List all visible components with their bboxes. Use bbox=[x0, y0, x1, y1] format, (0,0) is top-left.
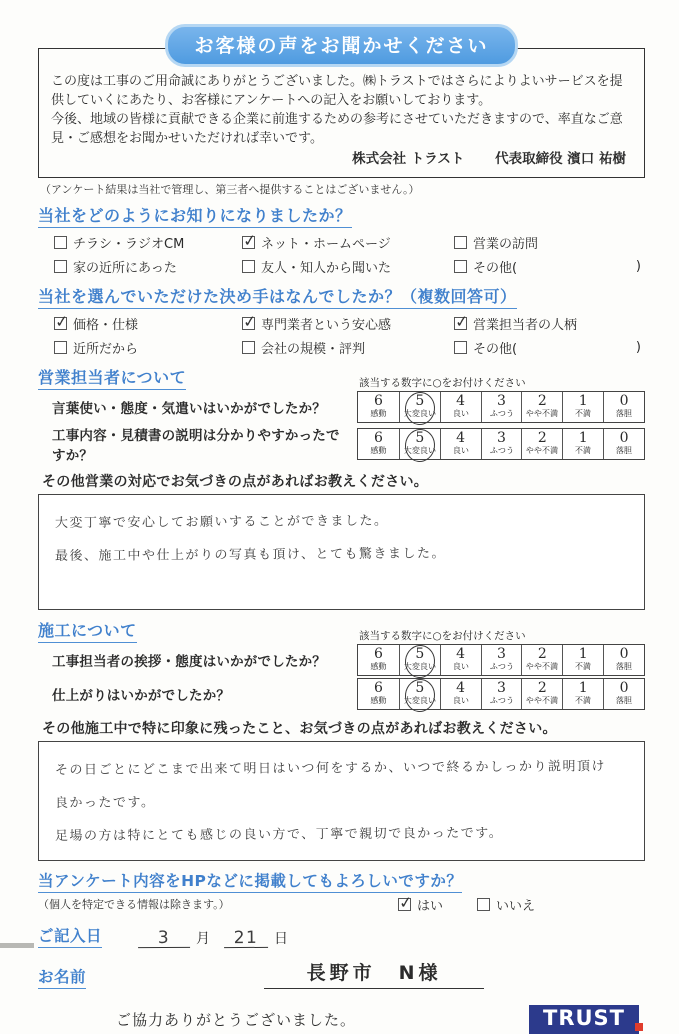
construction-comment-box bbox=[38, 741, 645, 861]
checkbox-icon bbox=[477, 898, 490, 911]
rating-cell-3 bbox=[481, 429, 522, 459]
checkbox-icon bbox=[54, 317, 67, 330]
rating-number: 6 bbox=[373, 392, 383, 409]
section-decision bbox=[38, 284, 645, 357]
rating-number: 5 bbox=[415, 392, 425, 409]
rating-label: やや不満 bbox=[526, 696, 559, 706]
rating-number: 3 bbox=[497, 429, 506, 446]
rating-label: 大変良い bbox=[403, 409, 436, 419]
rating-number: 6 bbox=[373, 429, 383, 446]
rating-label: 感動 bbox=[370, 662, 387, 672]
rating-label: 良い bbox=[452, 662, 469, 672]
decision-options bbox=[54, 314, 645, 357]
checkbox-icon bbox=[242, 341, 255, 354]
option-nearby bbox=[54, 338, 242, 357]
rating-cell-3 bbox=[481, 679, 522, 709]
rating-cell-1 bbox=[562, 392, 603, 422]
rating-label: 感動 bbox=[370, 696, 387, 706]
option-price-spec bbox=[54, 314, 242, 333]
option-other-close-paren: ) bbox=[635, 258, 641, 274]
rating-number: 1 bbox=[578, 392, 588, 409]
rating-cell-4 bbox=[440, 679, 481, 709]
rating-label: 落胆 bbox=[615, 662, 633, 672]
rating-label: 大変良い bbox=[403, 662, 436, 672]
name-label: お名前 bbox=[38, 965, 86, 989]
option-label: 営業の訪問 bbox=[473, 236, 539, 252]
sales-question-2: 工事内容・見積書の説明は分かりやすかったですか？ bbox=[52, 427, 340, 464]
option-label: 会社の規模・評判 bbox=[261, 341, 366, 357]
rating-number: 3 bbox=[497, 679, 506, 696]
intro-box bbox=[38, 48, 645, 178]
rating-number: 5 bbox=[415, 429, 425, 446]
rating-cell-5 bbox=[399, 645, 440, 675]
rating-label: 感動 bbox=[370, 446, 387, 456]
rating-label: 不満 bbox=[575, 662, 592, 672]
option-other bbox=[454, 257, 645, 276]
rating-table-sales-1 bbox=[357, 391, 645, 423]
option-label: その他( bbox=[473, 341, 518, 357]
rating-number: 3 bbox=[497, 645, 506, 662]
option-no bbox=[477, 895, 535, 914]
option-label: 家の近所にあった bbox=[73, 260, 177, 276]
rating-table-construction-1 bbox=[357, 644, 645, 676]
rating-cell-4 bbox=[440, 392, 481, 422]
option-label: チラシ・ラジオCM bbox=[73, 236, 185, 252]
rating-number: 4 bbox=[456, 679, 466, 696]
decision-heading: 当社を選んでいただけた決め手はなんでしたか？（複数回答可） bbox=[38, 284, 517, 309]
option-label: はい bbox=[416, 898, 443, 914]
rating-cell-0 bbox=[603, 645, 644, 675]
signer-name: 代表取締役 濱口 祐樹 bbox=[495, 151, 626, 168]
sales-comment-prompt: その他営業の対応でお気づきの点があればお教えください。 bbox=[42, 473, 429, 490]
rating-label: 良い bbox=[452, 446, 469, 456]
rating-number: 0 bbox=[619, 392, 629, 409]
checkbox-icon bbox=[242, 260, 255, 273]
section-sales-staff bbox=[38, 365, 645, 464]
how-found-heading: 当社をどのようにお知りになりましたか？ bbox=[38, 203, 352, 228]
option-label: ネット・ホームページ bbox=[261, 236, 391, 252]
rating-label: ふつう bbox=[489, 662, 514, 672]
rating-cell-0 bbox=[603, 392, 644, 422]
rating-cell-6 bbox=[358, 679, 399, 709]
handwritten-comment-line: 最後、施工中や仕上がりの写真も頂け、とても驚きました。 bbox=[54, 546, 447, 564]
checkbox-icon bbox=[454, 260, 467, 273]
checkbox-icon bbox=[54, 236, 67, 249]
intro-paragraph-2: 今後、地域の皆様に貢献できる企業に前進するための参考にさせていただきますので、率直なご意見・ご感想をお聞かせいただければ幸いです。 bbox=[51, 111, 623, 146]
rating-cell-6 bbox=[358, 392, 399, 422]
rating-number: 2 bbox=[537, 645, 547, 662]
construction-comment-prompt: その他施工中で特に印象に残ったこと、お気づきの点があればお教えください。 bbox=[42, 720, 557, 737]
checkbox-icon bbox=[398, 898, 411, 911]
rating-label: 良い bbox=[452, 409, 469, 419]
rating-number: 4 bbox=[456, 429, 466, 446]
checkbox-icon bbox=[54, 341, 67, 354]
option-label: 専門業者という安心感 bbox=[261, 317, 392, 333]
rating-cell-6 bbox=[358, 429, 399, 459]
option-flyer-radio bbox=[54, 233, 242, 252]
option-label: 価格・仕様 bbox=[73, 317, 139, 333]
rating-number: 0 bbox=[619, 429, 629, 446]
handwritten-comment-line: その日ごとにどこまで出来て明日はいつ何をするか、いつで終るかしっかり説明頂け bbox=[54, 759, 607, 778]
sales-question-1: 言葉使い・態度・気遣いはいかがでしたか？ bbox=[52, 400, 326, 417]
option-sales-visit bbox=[454, 233, 645, 252]
rating-cell-3 bbox=[481, 645, 522, 675]
rating-cell-2 bbox=[521, 645, 562, 675]
rating-cell-2 bbox=[521, 429, 562, 459]
month-unit: 月 bbox=[196, 930, 211, 947]
rating-label: やや不満 bbox=[526, 446, 559, 456]
option-other-close-paren: ) bbox=[635, 339, 641, 355]
thanks-message: ご協力ありがとうございました。 bbox=[116, 1010, 357, 1029]
option-internet-homepage bbox=[242, 233, 454, 252]
option-label: いいえ bbox=[495, 898, 535, 914]
company-name: 株式会社 トラスト bbox=[352, 151, 465, 168]
rating-table-construction-2 bbox=[357, 678, 645, 710]
rating-cell-4 bbox=[440, 429, 481, 459]
rating-number: 3 bbox=[497, 392, 506, 409]
intro-paragraph-1: この度は工事のご用命誠にありがとうございました。㈱トラストではさらによりよいサービスを提供していくにあたり、お客様にアンケートへの記入をお願いしております。 bbox=[51, 74, 623, 108]
date-label: ご記入日 bbox=[38, 924, 102, 948]
rating-number: 5 bbox=[415, 645, 425, 662]
option-friend bbox=[242, 257, 454, 276]
publish-options bbox=[398, 895, 535, 914]
rating-cell-3 bbox=[481, 392, 522, 422]
trust-logo-text: TRUST bbox=[543, 1005, 625, 1030]
option-label: 近所だから bbox=[73, 341, 139, 357]
rating-number: 2 bbox=[537, 679, 547, 696]
rating-label: ふつう bbox=[489, 696, 514, 706]
rating-cell-5 bbox=[399, 392, 440, 422]
publish-heading: 当アンケート内容をHPなどに掲載してもよろしいですか？ bbox=[38, 869, 462, 893]
rating-label: 大変良い bbox=[403, 446, 436, 456]
checkbox-icon bbox=[454, 236, 467, 249]
checkbox-icon bbox=[54, 260, 67, 273]
rating-label: 落胆 bbox=[615, 446, 633, 456]
option-label: 友人・知人から聞いた bbox=[261, 260, 392, 276]
rating-label: 大変良い bbox=[403, 696, 436, 706]
header-badge: お客様の声をお聞かせください bbox=[165, 24, 517, 67]
rating-cell-2 bbox=[521, 679, 562, 709]
rating-label: 落胆 bbox=[615, 696, 633, 706]
sales-heading-cell bbox=[38, 365, 353, 390]
option-company-reputation bbox=[242, 338, 454, 357]
rating-label: 不満 bbox=[575, 446, 592, 456]
checkbox-icon bbox=[454, 317, 467, 330]
section-how-found bbox=[38, 203, 645, 276]
option-label: 営業担当者の人柄 bbox=[473, 317, 578, 333]
rating-label: やや不満 bbox=[526, 662, 559, 672]
rating-label: ふつう bbox=[489, 446, 514, 456]
rating-label: 不満 bbox=[575, 409, 592, 419]
rating-cell-2 bbox=[521, 392, 562, 422]
day-unit: 日 bbox=[274, 930, 289, 947]
rating-number: 0 bbox=[619, 679, 629, 696]
rating-number: 4 bbox=[456, 645, 466, 662]
option-near-home bbox=[54, 257, 242, 276]
privacy-note: （アンケート結果は当社で管理し、第三者へ提供することはございません。） bbox=[40, 182, 420, 196]
trust-logo bbox=[529, 1005, 639, 1034]
rating-cell-5 bbox=[399, 679, 440, 709]
sales-comment-box bbox=[38, 494, 645, 610]
handwritten-comment-line: 良かったです。 bbox=[54, 795, 156, 811]
rating-label: 良い bbox=[452, 696, 469, 706]
scan-artifact bbox=[0, 943, 34, 948]
option-specialist-trust bbox=[242, 314, 454, 333]
rating-cell-4 bbox=[440, 645, 481, 675]
rating-number: 2 bbox=[537, 392, 547, 409]
publish-row bbox=[38, 895, 645, 914]
publish-note: （個人を特定できる情報は除きます。） bbox=[38, 898, 230, 912]
name-row bbox=[38, 958, 645, 989]
rating-cell-0 bbox=[603, 679, 644, 709]
rating-label: やや不満 bbox=[526, 409, 559, 419]
construction-heading-cell bbox=[38, 618, 353, 643]
header bbox=[38, 24, 645, 67]
rating-label: 感動 bbox=[370, 409, 387, 419]
option-yes bbox=[398, 895, 443, 914]
rating-cell-1 bbox=[562, 679, 603, 709]
rating-number: 1 bbox=[578, 645, 588, 662]
option-sales-personality bbox=[454, 314, 645, 333]
rating-table-sales-2 bbox=[357, 428, 645, 460]
rating-cell-1 bbox=[562, 645, 603, 675]
checkbox-icon bbox=[454, 341, 467, 354]
date-day-value: 21 bbox=[224, 929, 268, 948]
construction-question-2: 仕上がりはいかがでしたか？ bbox=[52, 687, 231, 704]
rating-number: 5 bbox=[415, 679, 425, 696]
how-found-options bbox=[54, 233, 645, 276]
handwritten-comment-line: 大変丁寧で安心してお願いすることができました。 bbox=[54, 513, 389, 531]
rating-number: 0 bbox=[619, 645, 629, 662]
footer-row bbox=[38, 1005, 645, 1034]
rating-cell-1 bbox=[562, 429, 603, 459]
logo-red-square-icon bbox=[635, 1023, 643, 1031]
checkbox-icon bbox=[242, 236, 255, 249]
construction-heading: 施工について bbox=[38, 618, 137, 643]
signature-line bbox=[51, 150, 632, 170]
sales-heading: 営業担当者について bbox=[38, 365, 186, 390]
rating-number: 6 bbox=[373, 679, 383, 696]
rating-number: 4 bbox=[456, 392, 466, 409]
rating-number: 1 bbox=[578, 679, 588, 696]
rating-number: 1 bbox=[578, 429, 588, 446]
rating-number: 2 bbox=[537, 429, 547, 446]
construction-question-1: 工事担当者の挨拶・態度はいかがでしたか？ bbox=[52, 653, 326, 670]
rating-cell-0 bbox=[603, 429, 644, 459]
rating-caption: 該当する数字に○をお付けください bbox=[359, 629, 526, 642]
rating-caption: 該当する数字に○をお付けください bbox=[359, 376, 526, 389]
section-construction bbox=[38, 618, 645, 711]
rating-cell-6 bbox=[358, 645, 399, 675]
customer-name: 長野市 N様 bbox=[264, 958, 484, 989]
checkbox-icon bbox=[242, 317, 255, 330]
option-other bbox=[454, 338, 645, 357]
handwritten-comment-line: 足場の方は特にとても感じの良い方で、丁寧で親切で良かったです。 bbox=[54, 825, 504, 844]
rating-cell-5 bbox=[399, 429, 440, 459]
rating-label: 不満 bbox=[575, 696, 592, 706]
date-month-value: 3 bbox=[138, 929, 190, 948]
rating-number: 6 bbox=[373, 645, 383, 662]
rating-label: 落胆 bbox=[615, 409, 633, 419]
date-row bbox=[38, 924, 645, 948]
rating-label: ふつう bbox=[489, 409, 514, 419]
option-label: その他( bbox=[473, 260, 518, 276]
section-publish bbox=[38, 869, 645, 914]
